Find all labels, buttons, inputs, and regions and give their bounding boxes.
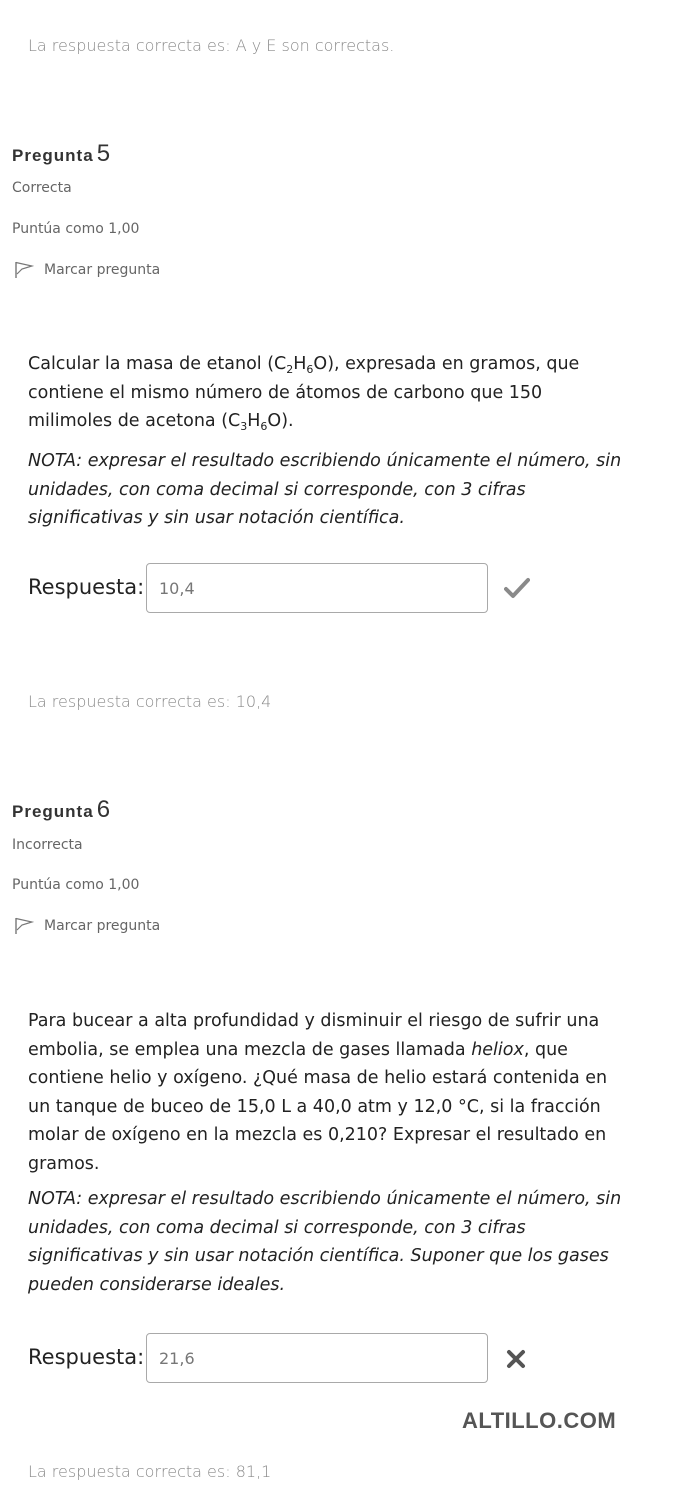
question-title [12,140,110,168]
question-title [12,796,110,824]
flag-question-link[interactable] [14,261,160,279]
question-title-label: Pregunta [12,802,94,821]
question-text: Calcular la masa de etanol $(C_2H_6O)$, expresada en gramos, que contiene el mismo número de átomos de carbono que 150 milimoles de acetona $(C_3H_6O)$. [28,354,580,433]
question-note: NOTA: expresar el resultado escribiendo únicamente el número, sin unidades, con coma decimal si corresponde, con 3 cifras significativas y sin usar notación científica. [28,451,622,528]
answer-input[interactable] [146,563,488,613]
flag-question-label: Marcar pregunta [44,918,161,934]
check-icon [504,577,530,599]
answer-label: Respuesta: [28,1345,145,1369]
correct-answer: La respuesta correcta es: 10,4 [28,692,272,711]
previous-correct-answer: La respuesta correcta es: A y E son correctas. [28,36,395,55]
cross-icon [506,1349,526,1369]
question-text: Para bucear a alta profundidad y disminuir el riesgo de sufrir una embolia, se emplea una mezcla de gases llamada heliox, que contiene helio y oxígeno. ¿Qué masa de helio estará contenida en un tanque de buceo de 15,0 L a 40,0 atm y 12,0 °C, si la fracción molar de oxígeno en la mezcla es 0,210? Expresar el resultado en gramos. [28,1011,608,1174]
answer-label: Respuesta: [28,575,145,599]
question-grade: Puntúa como 1,00 [12,221,140,237]
question-grade: Puntúa como 1,00 [12,877,140,893]
flag-question-link[interactable] [14,917,160,935]
flag-question-label: Marcar pregunta [44,262,161,278]
flag-icon [14,917,34,935]
question-title-label: Pregunta [12,146,94,165]
correct-answer: La respuesta correcta es: 81,1 [28,1462,272,1481]
flag-icon [14,261,34,279]
question-note: NOTA: expresar el resultado escribiendo únicamente el número, sin unidades, con coma decimal si corresponde, con 3 cifras significativas y sin usar notación científica. Suponer que los gases pueden considerarse ideales. [28,1189,622,1295]
question-state: Incorrecta [12,837,83,853]
answer-input[interactable] [146,1333,488,1383]
watermark: ALTILLO.COM [462,1408,617,1433]
question-number: 5 [96,140,111,167]
question-number: 6 [96,796,111,823]
question-state: Correcta [12,180,72,196]
